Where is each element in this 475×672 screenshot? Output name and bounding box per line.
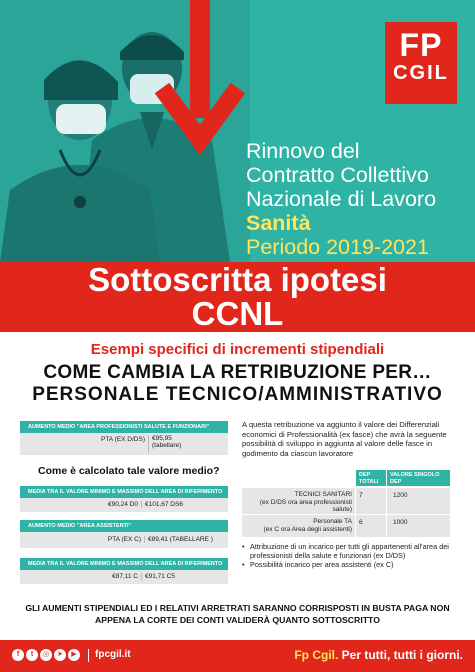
banner-line2: CCNL [191,295,284,332]
dep-row2-totali: 6 [356,515,386,537]
dep-row1-label2: (ex D/DS ora area professionisti salute) [259,498,352,513]
footer-brand: Fp Cgil. [294,648,339,662]
table-minmax-prof-header: MEDIA TRA IL VALORE MINIMO E MASSIMO DELL'AREA DI RIFERIMENTO [20,486,228,498]
title-line1: COME CAMBIA LA RETRIBUZIONE PER… [43,362,432,383]
youtube-icon[interactable]: ▶ [68,649,80,661]
dep-row1-valore: 1200 [387,488,450,514]
hero-title [246,139,436,259]
dep-row2-valore: 1000 [387,515,450,537]
dep-row2-label2: (ex C ora Area degli assistenti) [263,525,352,533]
table-avg-prof-note: (tabellare) [152,442,182,449]
hero-sector: Sanità [246,211,311,235]
table-minmax-assist-header: MEDIA TRA IL VALORE MINIMO E MASSIMO DELL'AREA DI RIFERIMENTO [20,558,228,570]
table-minmax-prof-max: €101,67 DS6 [141,501,183,508]
title-line2: PERSONALE TECNICO/AMMINISTRATIVO [32,384,443,405]
dep-row1-label1: TECNICI SANITARI [294,491,352,498]
footer-tagline: Per tutti, tutti i giorni. [341,648,463,662]
logo-line2: CGIL [393,62,449,84]
table-avg-assist-value: €89,41 (TABELLARE ) [144,536,213,543]
hero-section [0,0,475,262]
dep-row2-label [242,515,355,537]
question-text: Come è calcolato tale valore medio? [38,465,220,477]
table-avg-assist-header: AUMENTO MEDIO "AREA ASSISTENTI" [20,520,228,532]
hero-line3: Nazionale di Lavoro [246,187,437,211]
hero-period: Periodo 2019-2021 [246,235,429,259]
bullet-item: • Attribuzione di un incarico per tutti gli appartenenti all'area dei professionisti della salute e funzionari (ex D/DS) [242,542,454,560]
instagram-icon[interactable]: ◎ [40,649,52,661]
table-minmax-assist-max: €91,71 C5 [141,573,175,580]
bullet-item: • Possibilità incarico per area assistenti (ex C) [242,560,454,569]
table-avg-assist-row [20,532,228,548]
table-minmax-assist-row [20,570,228,584]
logo-line1: FP [399,27,443,63]
dep-row1-totali: 7 [356,488,386,514]
facebook-icon[interactable]: f [12,649,24,661]
table-avg-prof-row [20,433,228,455]
social-links [12,649,80,661]
table-avg-assist-label: PTA (EX C) [107,536,141,543]
table-minmax-prof-row [20,498,228,512]
headline-banner [0,262,475,332]
bullet-list [242,542,454,570]
table-avg-prof-value: €95,95 [152,435,172,442]
hero-line2: Contratto Collettivo [246,163,429,187]
dep-description: A questa retribuzione va aggiunto il valore dei Differenziali economici di Professionalità (ex fasce) che avrà la seguente possibilità di sviluppo in aggiunta al valore delle fasce in godimento da ciascun lavoratore [242,420,447,458]
table-avg-prof-value-cell [148,435,181,453]
dep-col-totali: DEP TOTALI [356,470,386,486]
dep-row2-label1: Personale TA [313,518,352,525]
footer [0,640,475,672]
dep-row1-label [242,488,355,514]
telegram-icon[interactable]: ➤ [54,649,66,661]
table-minmax-assist-min: €87,11 C [112,573,138,580]
hero-line1: Rinnovo del [246,139,360,163]
subtitle: Esempi specifici di incrementi stipendiali [90,341,385,358]
arrow-down-icon [150,0,250,160]
banner-line1: Sottoscritta ipotesi [88,261,387,298]
table-avg-prof-label: PTA (EX D/DS) [101,436,145,443]
website-link[interactable]: fpcgil.it [95,649,131,660]
arrears-notice: GLI AUMENTI STIPENDIALI ED I RELATIVI ARRETRATI SARANNO CORRISPOSTI IN BUSTA PAGA NON APPENA LA CORTE DEI CONTI VALIDERÀ QUANTO SOTTOSCRITTO [25,603,450,625]
twitter-icon[interactable]: t [26,649,38,661]
table-minmax-prof-min: €90,24 D0 [108,501,138,508]
footer-divider [88,649,89,662]
table-avg-prof-header: AUMENTO MEDIO "AREA PROFESSIONISTI SALUTE E FUNZIONARI" [20,421,228,433]
dep-col-valore: VALORE SINGOLO DEP [387,470,450,486]
fp-cgil-logo [385,22,457,104]
footer-slogan [294,648,463,662]
